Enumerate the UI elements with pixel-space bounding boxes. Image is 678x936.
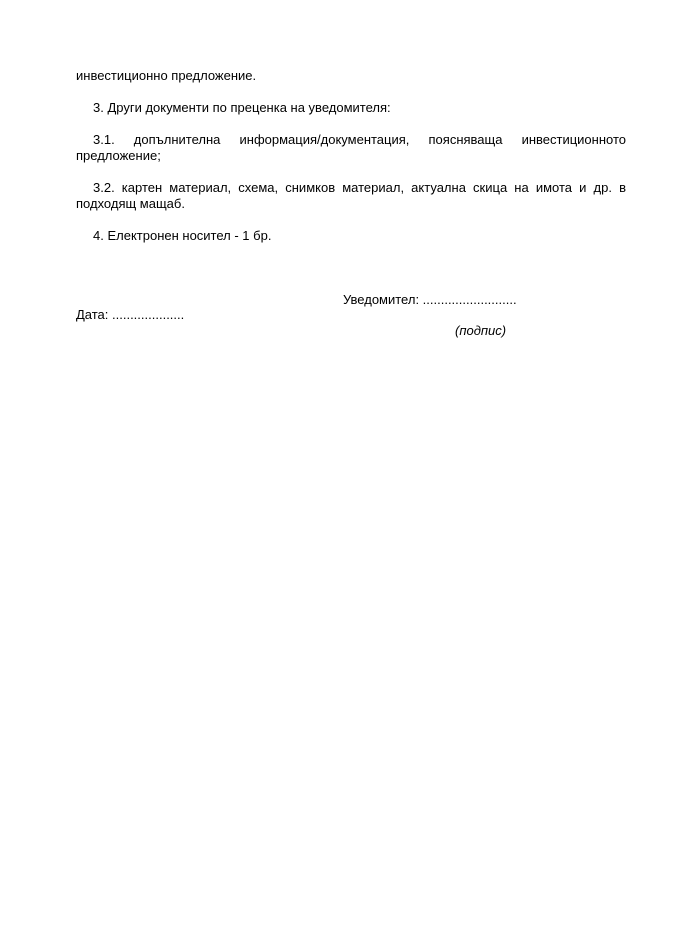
- paragraph-continuation: инвестиционно предложение.: [76, 68, 257, 83]
- signature-block: [76, 292, 626, 352]
- paragraph-item-3-2: 3.2. картен материал, схема, снимков материал, актуална скица на имота и др. в подходящ мащаб.: [76, 180, 626, 211]
- date-line: Дата: ....................: [76, 307, 185, 322]
- document-page: [76, 68, 626, 338]
- notifier-line: Уведомител: ..........................: [343, 292, 517, 307]
- paragraph-item-4: 4. Електронен носител - 1 бр.: [93, 228, 272, 243]
- paragraph-item-3: 3. Други документи по преценка на уведомителя:: [93, 100, 391, 115]
- paragraph-item-3-1: 3.1. допълнителна информация/документация, поясняваща инвестиционното предложение;: [76, 132, 626, 163]
- signature-caption: (подпис): [455, 323, 507, 338]
